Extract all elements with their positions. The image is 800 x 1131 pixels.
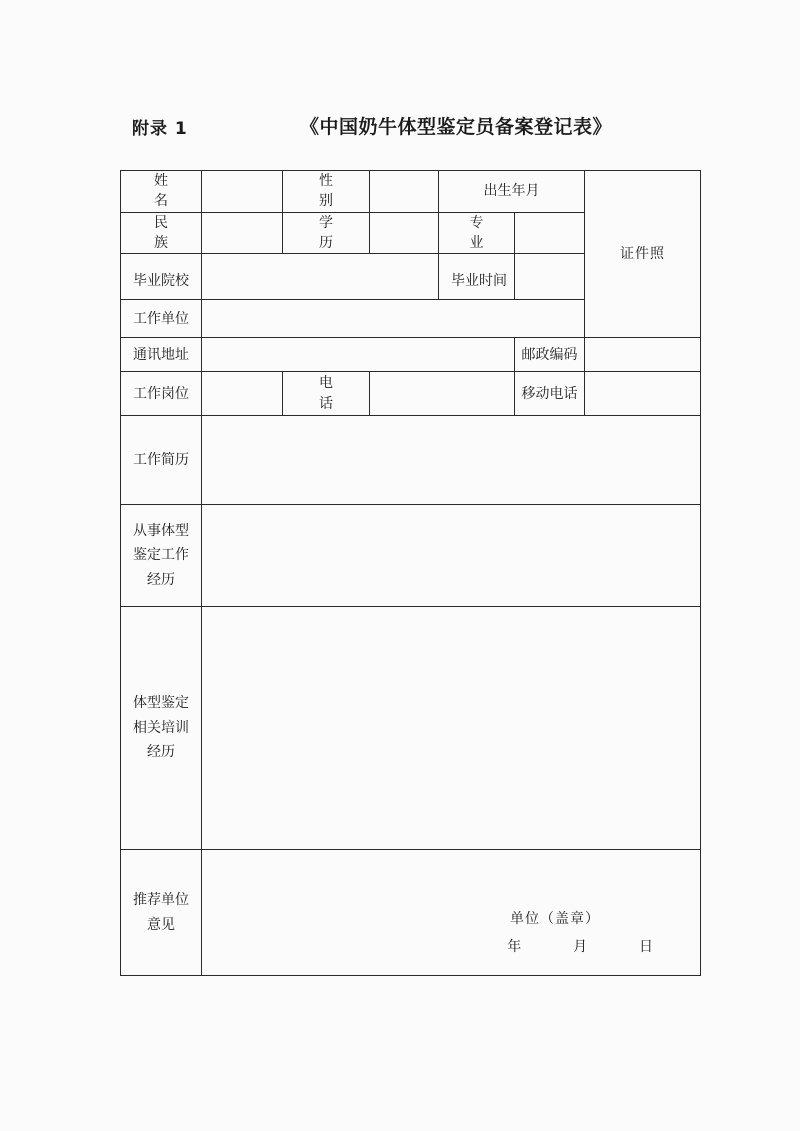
birth-date-label: 出生年月 (439, 171, 585, 213)
resume-label: 工作简历 (121, 416, 202, 505)
training-text: 体型鉴定相关培训经历 (133, 695, 189, 761)
row-appraisal-experience (121, 505, 701, 607)
mobile-field[interactable] (585, 372, 701, 416)
row-basic-info (121, 171, 701, 213)
position-label: 工作岗位 (121, 372, 202, 416)
graduation-field[interactable] (515, 254, 585, 300)
education-field[interactable] (370, 212, 439, 254)
appraisal-experience-field[interactable] (202, 505, 701, 607)
training-field[interactable] (202, 607, 701, 850)
gender-label: 性 别 (283, 171, 370, 213)
name-field[interactable] (202, 171, 283, 213)
registration-form-table (120, 170, 701, 976)
row-position (121, 372, 701, 416)
major-field[interactable] (515, 212, 585, 254)
row-address (121, 338, 701, 372)
name-label: 姓 名 (121, 171, 202, 213)
appraisal-experience-label (121, 505, 202, 607)
school-label: 毕业院校 (121, 254, 202, 300)
mobile-label: 移动电话 (515, 372, 585, 416)
photo-label: 证件照 (620, 245, 665, 262)
employer-field[interactable] (202, 300, 585, 338)
address-label: 通讯地址 (121, 338, 202, 372)
date-day: 日 (639, 938, 654, 955)
address-field[interactable] (202, 338, 515, 372)
recommendation-label (121, 850, 202, 976)
ethnicity-field[interactable] (202, 212, 283, 254)
recommendation-field[interactable] (202, 850, 701, 976)
appendix-label: 附录 1 (132, 119, 188, 139)
date-year: 年 (507, 938, 523, 955)
school-field[interactable] (202, 254, 439, 300)
row-resume (121, 416, 701, 505)
training-label (121, 607, 202, 850)
major-label: 专 业 (439, 212, 515, 254)
row-training (121, 607, 701, 850)
date-line (507, 937, 654, 957)
form-header (132, 112, 692, 142)
date-month: 月 (573, 938, 589, 955)
unit-seal-label: 单位（盖章） (510, 910, 600, 927)
resume-field[interactable] (202, 416, 701, 505)
ethnicity-label: 民 族 (121, 212, 202, 254)
education-label: 学 历 (283, 212, 370, 254)
phone-label: 电 话 (283, 372, 370, 416)
document-title: 《中国奶牛体型鉴定员备案登记表》 (300, 116, 613, 138)
row-recommendation (121, 850, 701, 976)
postcode-field[interactable] (585, 338, 701, 372)
phone-field[interactable] (370, 372, 515, 416)
photo-cell[interactable] (585, 171, 701, 338)
gender-field[interactable] (370, 171, 439, 213)
position-field[interactable] (202, 372, 283, 416)
appraisal-experience-text: 从事体型鉴定工作经历 (133, 522, 189, 588)
graduation-label: 毕业时间 (439, 254, 515, 300)
postcode-label: 邮政编码 (515, 338, 585, 372)
recommendation-text: 推荐单位意见 (133, 892, 189, 933)
employer-label: 工作单位 (121, 300, 202, 338)
